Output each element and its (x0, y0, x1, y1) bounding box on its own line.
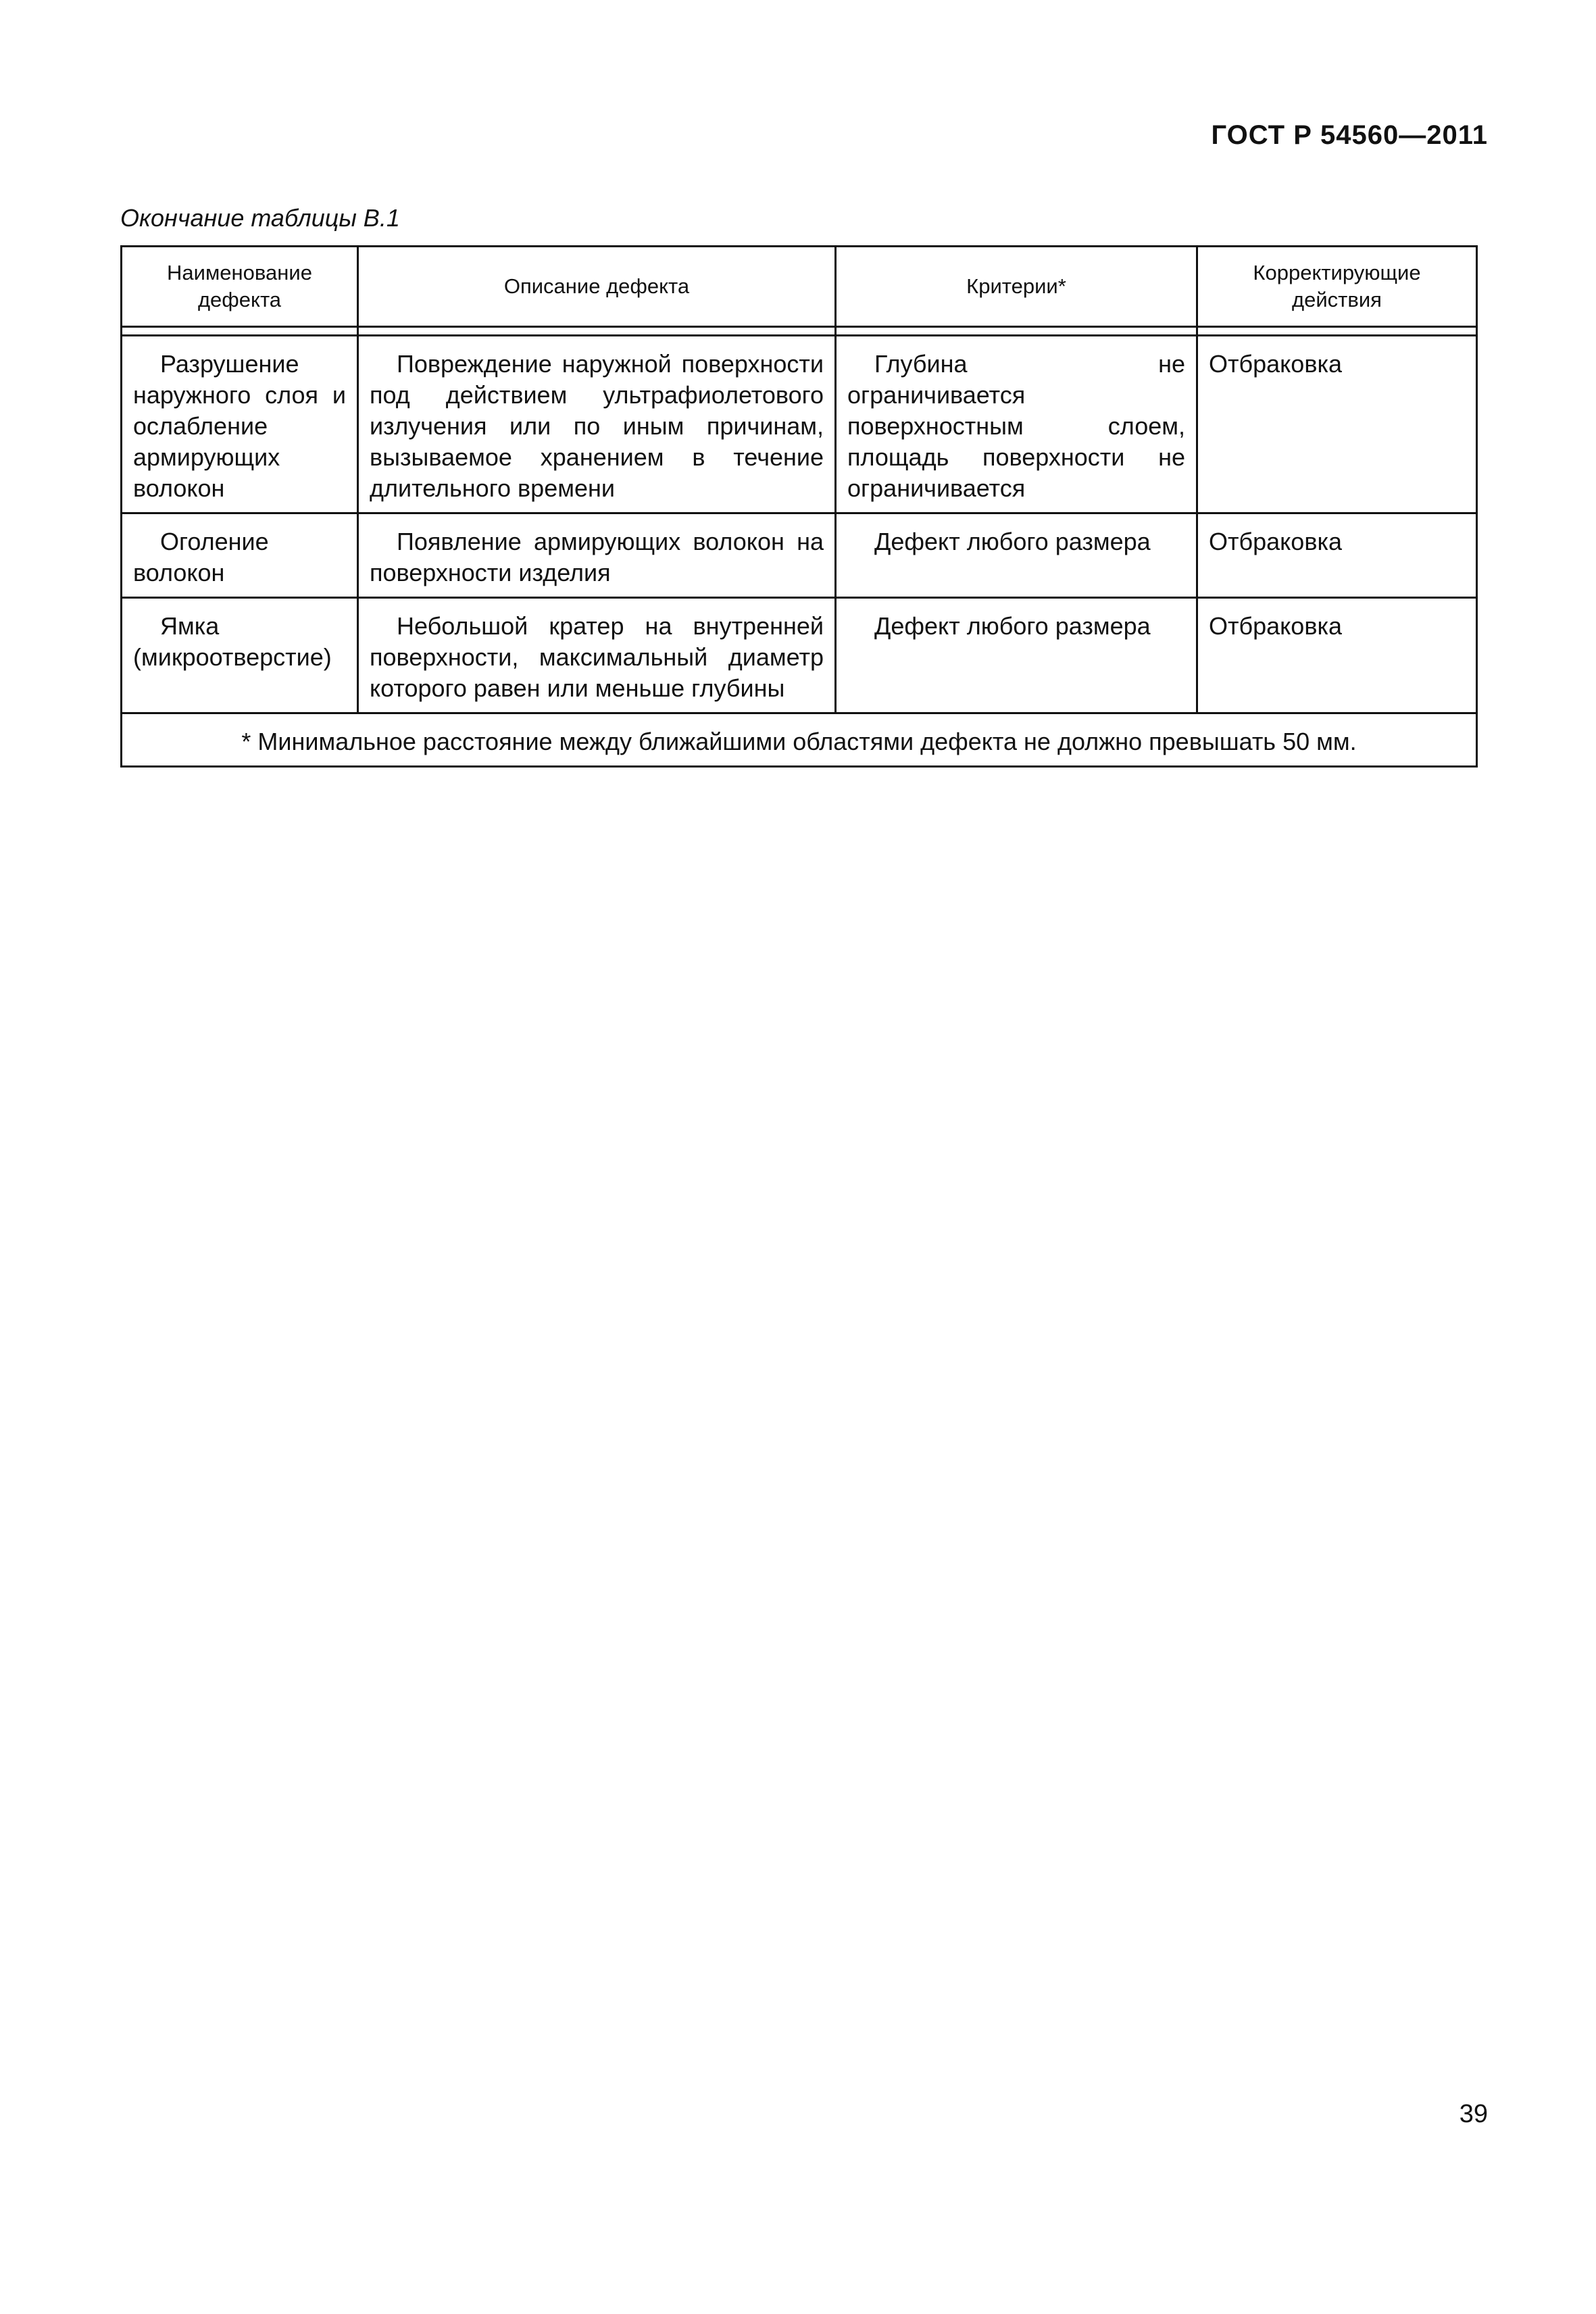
defect-name: Разрушение наружного слоя и ослабление армирующих волокон (133, 350, 346, 502)
defect-action: Отбраковка (1197, 513, 1477, 598)
defect-description: Появление армирующих волокон на поверхности изделия (370, 528, 824, 586)
defect-description: Повреждение наружной поверхности под действием ультрафиолетового излучения или по иным причинам, вызываемое хранением в течение длительного времени (370, 350, 824, 502)
table-row (122, 598, 1477, 713)
table-row (122, 336, 1477, 513)
table-footnote-row (122, 713, 1477, 767)
defect-action: Отбраковка (1197, 598, 1477, 713)
defect-name-cell (122, 513, 358, 598)
defect-description-cell (358, 598, 836, 713)
defect-criteria-cell (836, 513, 1197, 598)
defect-criteria-cell (836, 598, 1197, 713)
column-header-criteria: Критерии* (836, 247, 1197, 327)
defect-description-cell (358, 336, 836, 513)
defect-name: Ямка (микроотверстие) (133, 612, 332, 671)
defect-criteria: Дефект любого размера (874, 528, 1151, 555)
defects-table (120, 245, 1478, 768)
defect-name-cell (122, 336, 358, 513)
defect-criteria-cell (836, 336, 1197, 513)
table-footnote: * Минимальное расстояние между ближайшими областями дефекта не должно превышать 50 мм. (122, 713, 1477, 767)
header-divider (122, 327, 1477, 336)
defect-criteria: Глубина не ограничивается поверхностным слоем, площадь поверхности не ограничивается (847, 350, 1185, 502)
column-header-name: Наименование дефекта (122, 247, 358, 327)
table-row (122, 513, 1477, 598)
defect-criteria: Дефект любого размера (874, 612, 1151, 640)
table-caption: Окончание таблицы В.1 (120, 204, 400, 232)
defect-action: Отбраковка (1197, 336, 1477, 513)
defect-name: Оголение волокон (133, 528, 269, 586)
table-header-row (122, 247, 1477, 327)
page-number: 39 (1459, 2100, 1488, 2128)
column-header-actions: Корректирующие действия (1197, 247, 1477, 327)
document-header: ГОСТ Р 54560—2011 (1211, 120, 1488, 150)
defect-name-cell (122, 598, 358, 713)
defect-description-cell (358, 513, 836, 598)
column-header-description: Описание дефекта (358, 247, 836, 327)
defect-description: Небольшой кратер на внутренней поверхности, максимальный диаметр которого равен или меньше глубины (370, 612, 824, 702)
